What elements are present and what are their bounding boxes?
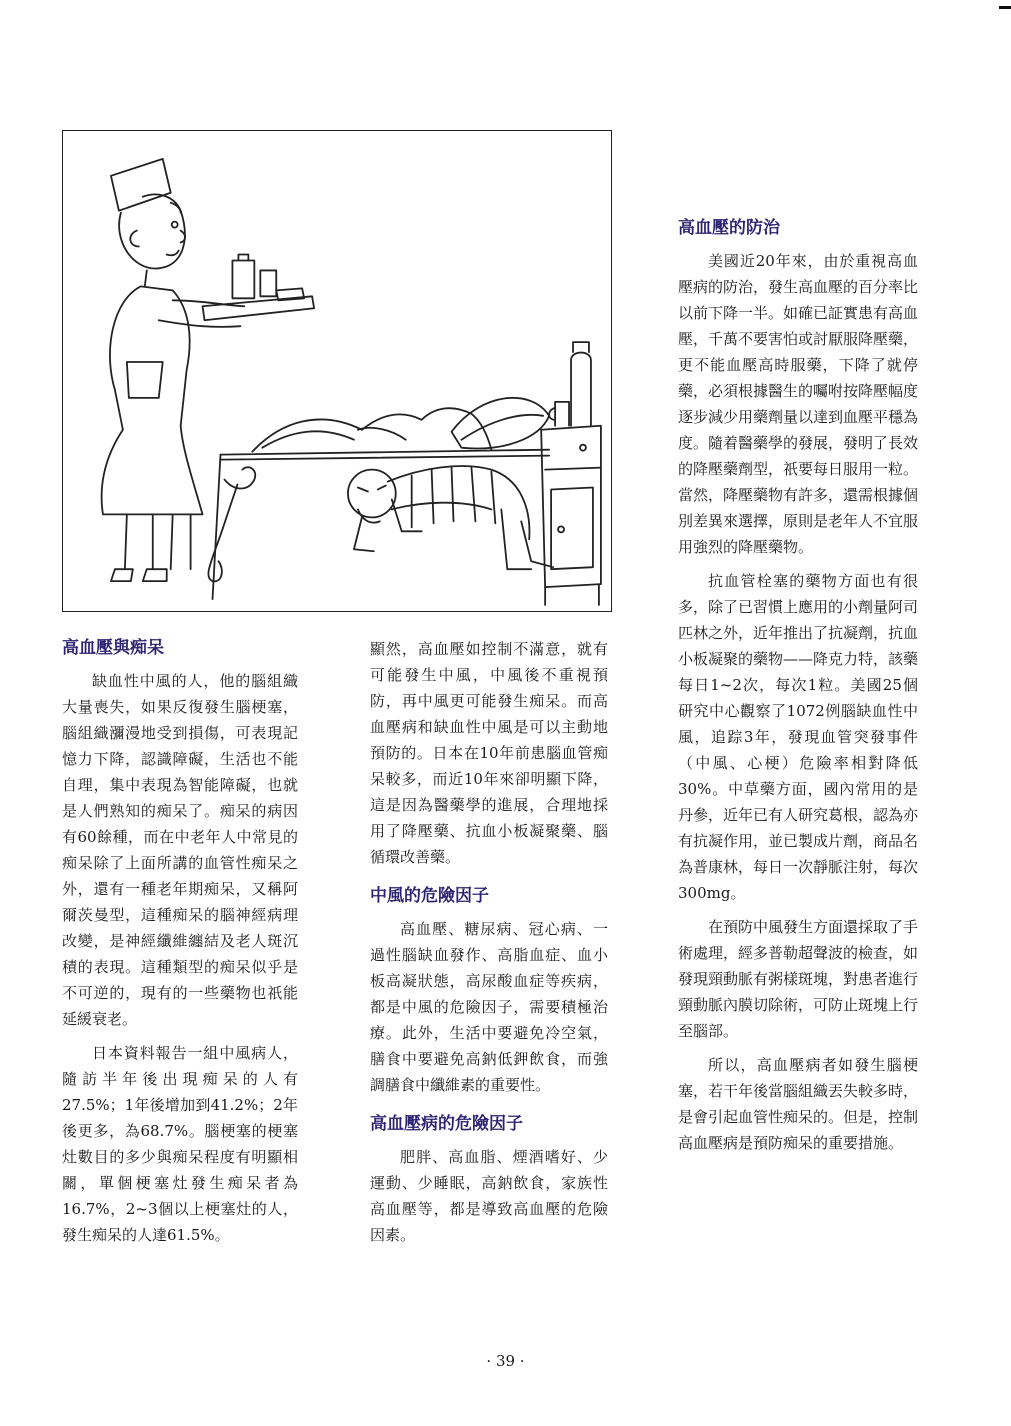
cartoon-illustration <box>62 130 612 612</box>
column-1 <box>62 636 298 1256</box>
section-heading: 高血壓的防治 <box>678 218 780 238</box>
paragraph: 抗血管栓塞的藥物方面也有很多，除了已習慣上應用的小劑量阿司匹林之外，近年推出了抗凝劑，抗血小板凝聚的藥物——降克力特，該藥每日1~2次，每次1粒。美國25個研究中心觀察了1072例腦缺血性中風，追踪3年，發現血管突發事件（中風、心梗）危險率相對降低30%。中草藥方面，國內常用的是丹參，近年已有人研究葛根，認為亦有抗凝作用，並已製成片劑，商品名為普康林，每日一次靜脈注射，每次300mg。 <box>678 572 919 902</box>
section-heading: 高血壓與痴呆 <box>62 638 164 658</box>
paragraph: 美國近20年來，由於重視高血壓病的防治，發生高血壓的百分率比以前下降一半。如確已証實患有高血壓，千萬不要害怕或討厭服降壓藥，更不能血壓高時服藥，下降了就停藥，必須根據醫生的囑咐按降壓幅度逐步減少用藥劑量以達到血壓平穩為度。隨着醫藥學的發展，發明了長效的降壓藥劑型，祇要每日服用一粒。當然，降壓藥物有許多，還需根據個別差異來選擇，原則是老年人不宜服用強烈的降壓藥物。 <box>678 252 919 556</box>
nurse-with-tray-and-man-searching-under-bed-icon <box>63 131 611 611</box>
section-heading: 高血壓病的危險因子 <box>370 1114 523 1134</box>
paragraph: 高血壓、糖尿病、冠心病、一過性腦缺血發作、高脂血症、血小板高凝狀態，高尿酸血症等疾病，都是中風的危險因子，需要積極治療。此外，生活中要避免冷空氣，膳食中要避免高鈉低鉀飲食，而強調膳食中纖維素的重要性。 <box>370 920 608 1094</box>
column-3 <box>678 216 918 1164</box>
paragraph: 顯然，高血壓如控制不滿意，就有可能發生中風，中風後不重視預防，再中風更可能發生痴呆。而高血壓病和缺血性中風是可以主動地預防的。日本在10年前患腦血管痴呆較多，而近10年來卻明顯下降，這是因為醫藥學的進展，合理地採用了降壓藥、抗血小板凝聚藥、腦循環改善藥。 <box>370 640 608 866</box>
paragraph: 日本資料報告一組中風病人，隨訪半年後出現痴呆的人有27.5%；1年後增加到41.2%；2年後更多，為68.7%。腦梗塞的梗塞灶數目的多少與痴呆程度有明顯相關，單個梗塞灶發生痴呆者為16.7%，2~3個以上梗塞灶的人，發生痴呆的人達61.5%。 <box>62 1044 298 1244</box>
page-edge-mark <box>999 6 1011 9</box>
paragraph: 肥胖、高血脂、煙酒嗜好、少運動、少睡眠，高鈉飲食，家族性高血壓等，都是導致高血壓的危險因素。 <box>370 1148 608 1244</box>
column-2 <box>370 636 608 1256</box>
paragraph: 所以，高血壓病者如發生腦梗塞，若干年後當腦組織丟失較多時，是會引起血管性痴呆的。但是，控制高血壓病是預防痴呆的重要措施。 <box>678 1056 919 1152</box>
section-heading: 中風的危險因子 <box>370 886 489 906</box>
page-number: · 39 · <box>486 1352 525 1370</box>
paragraph: 在預防中風發生方面還採取了手術處理，經多普勒超聲波的檢查，如發現頸動脈有粥樣斑塊，對患者進行頸動脈內膜切除術，可防止斑塊上行至腦部。 <box>678 918 919 1040</box>
paragraph: 缺血性中風的人，他的腦組織大量喪失，如果反復發生腦梗塞，腦組織瀰漫地受到損傷，可表現記憶力下降，認識障礙，生活也不能自理，集中表現為智能障礙，也就是人們熟知的痴呆了。痴呆的病因有60餘種，而在中老年人中常見的痴呆除了上面所講的血管性痴呆之外，還有一種老年期痴呆，又稱阿爾茨曼型，這種痴呆的腦神經病理改變，是神經纖維纏結及老人斑沉積的表現。這種類型的痴呆似乎是不可逆的，現有的一些藥物也祇能延緩衰老。 <box>62 672 298 1028</box>
